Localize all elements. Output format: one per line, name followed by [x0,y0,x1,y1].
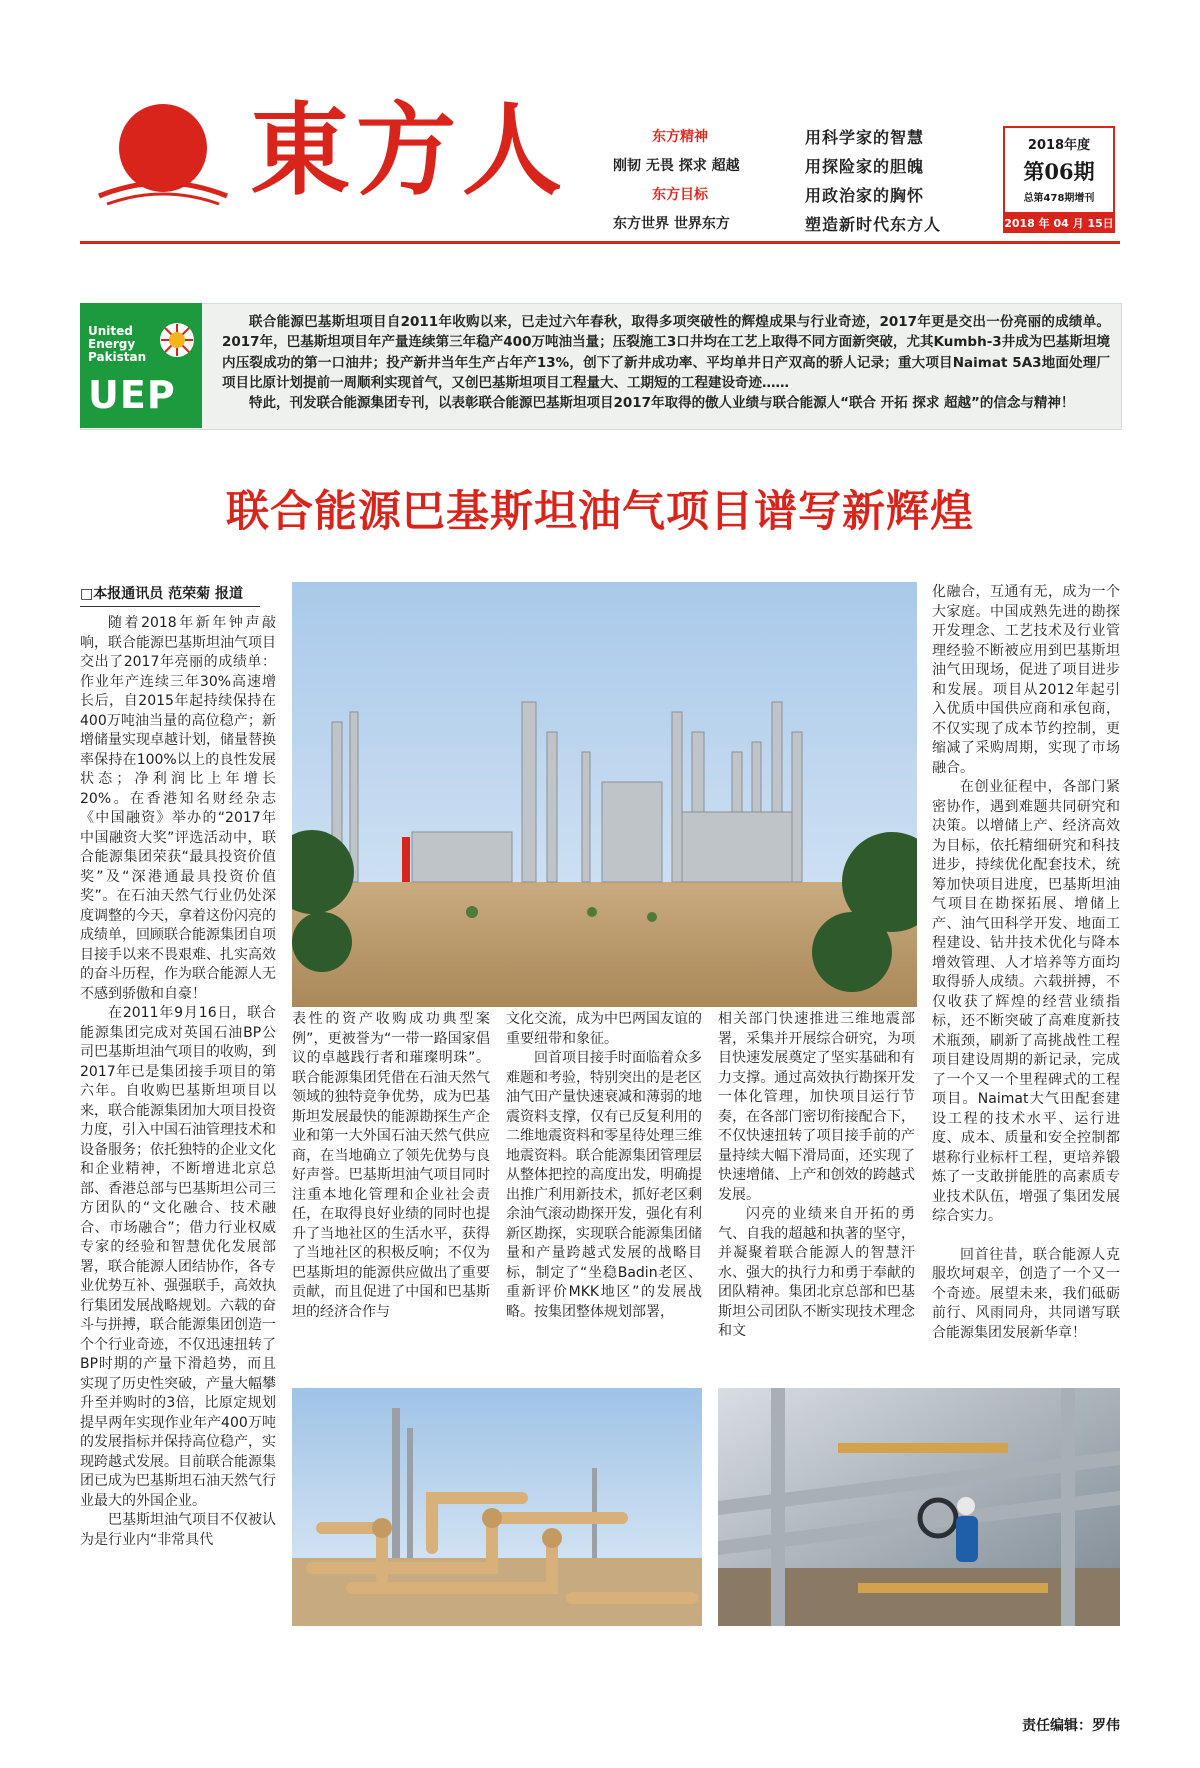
slogan-2: 用探险家的胆魄 [805,157,925,176]
slogan-1: 用科学家的智慧 [805,128,925,147]
uep-logo-words [88,325,146,364]
slogan-4: 塑造新时代东方人 [805,215,942,234]
col5-paragraph-2: 在创业征程中，各部门紧密协作，遇到难题共同研究和决策。以增储上产、经济高效为目标，依托精细研究和科技进步，持续优化配套技术，统筹加快项目进度，巴基斯坦油气项目在勘探拓展、增储上产、油气田科学开发、地面工程建设、钻井技术优化与降本增效管理、人才培养等方面均取得骄人成绩。六载拼搏，不仅收获了辉煌的经营业绩指标，还不断突破了高难度新技术瓶颈，刷新了高挑战性工程项目建设周期的新记录，完成了一个又一个里程碑式的工程项目。Naimat大气田配套建设工程的技术水平、运行进度、成本、质量和安全控制都堪称行业标杆工程，更培养锻炼了一支敢拼能胜的高素质专业技术队伍，增强了集团发展综合实力。 [932,779,1120,1224]
col5-paragraph-1: 化融合，互通有无，成为一个大家庭。中国成熟先进的勘探开发理念、工艺技术及行业管理经验不断被应用到巴基斯坦油气田现场，促进了项目进步和发展。项目从2012年起引入优质中国供应商和承包商，不仅实现了成本节约控制，更缩减了采购周期，实现了市场融合。 [932,584,1120,776]
col1-paragraph-1: 随着2018年新年钟声敲响，联合能源巴基斯坦油气项目交出了2017年亮丽的成绩单：作业年产连续三年30%高速增长后，自2015年起持续保持在400万吨油当量的高位稳产；新增储量实现卓越计划，储量替换率保持在100%以上的良性发展状态；净利润比上年增长20%。在香港知名财经杂志《中国融资》举办的“2017年中国融资大奖”评选活动中，联合能源集团荣获“最具投资价值奖”及“深港通最具投资价值奖”。在石油天然气行业仍处深度调整的今天，拿着这份闪亮的成绩单，回顾联合能源集团自项目接手以来不畏艰难、扎实高效的奋斗历程，作为联合能源人无不感到骄傲和自豪！ [80,615,276,1002]
intro-paragraph-1: 联合能源巴基斯坦项目自2011年收购以来，已走过六年春秋，取得多项突破性的辉煌成果与行业奇迹，2017年更是交出一份亮丽的成绩单。2017年，巴基斯坦项目年产量连续第三年稳产400万吨油当量；压裂施工3口井均在工艺上取得不同方面新突破，尤其Kumbh-3井成为巴基斯坦境内压裂成功的第一口油井；投产新井当年生产占年产13%，创下了新井成功率、平均单井日产双高的骄人记录；重大项目Naimat 5A3地面处理厂项目比原计划提前一周顺利实现首气，又创巴基斯坦项目工程量大、工期短的工程建设奇迹…… [222,314,1110,391]
article-headline: 联合能源巴基斯坦油气项目谱写新辉煌 [226,487,974,537]
col1-paragraph-3: 巴基斯坦油气项目不仅被认为是行业内“非常具代 [80,1512,276,1548]
uep-line3: Pakistan [88,350,147,364]
col1-paragraph-2: 在2011年9月16日，联合能源集团完成对英国石油BP公司巴基斯坦油气项目的收购，到2017年已是集团接手项目的第六年。自收购巴基斯坦项目以来，联合能源集团加大项目投资力度，引入中国石油管理技术和设备服务；依托独特的企业文化和企业精神，不断增进北京总部、香港总部与巴基斯坦公司三方团队的“文化融合、技术融合、市场融合”；借力行业权威专家的经验和智慧优化发展部署，联合能源人团结协作，各专业优势互补、强强联手，高效执行集团发展战略规划。六载的奋斗与拼搏，联合能源集团创造一个个行业奇迹，不仅迅速扭转了BP时期的产量下滑趋势，而且实现了历史性突破，产量大幅攀升至并购时的3倍，比原定规划提早两年实现作业年产400万吨的发展指标并保持高位稳产，实现跨越式发展。目前联合能源集团已成为巴基斯坦石油天然气行业最大的外国企业。 [80,1005,276,1509]
byline: □本报通讯员 范荣菊 报道 [80,583,260,607]
column-3 [506,1010,702,1322]
responsible-editor: 责任编辑：罗伟 [1022,1718,1120,1734]
red-sun-logo-icon [95,100,230,208]
issue-box [1003,126,1115,214]
issue-date: 2018 年 04 月 15日 [1003,214,1115,233]
issue-number: 第06期 [1023,159,1095,184]
uep-abbr: UEP [88,373,176,417]
pipeline-photo [292,1388,702,1626]
masthead-rule [80,241,1120,244]
col3-paragraph-2: 回首项目接手时面临着众多难题和考验，特别突出的是老区油气田产量快速衰减和薄弱的地震资料支撑，仅有已反复利用的二维地震资料和零星待处理三维地震资料。联合能源集团管理层从整体把控的高度出发，明确提出推广利用新技术，抓好老区剩余油气滚动勘探开发，强化有利新区勘探，实现联合能源集团储量和产量跨越式发展的战略目标，制定了“坐稳Badin老区、重新评价MKK地区”的发展战略。按集团整体规划部署， [506,1050,702,1320]
uep-line2: Energy [88,337,136,351]
uep-logo [80,303,202,428]
column-5 [932,583,1120,1343]
motto-spirit-words: 刚韧 无畏 探求 超越 [613,158,740,174]
intro-text [222,312,1110,413]
col4-paragraph-1: 相关部门快速推进三维地震部署，采集并开展综合研究，为项目快速发展奠定了坚实基础和有力支撑。通过高效执行勘探开发一体化管理，加快项目运行节奏，在各部门密切衔接配合下，不仅快速扭转了项目接手前的产量持续大幅下滑局面，还实现了快速增储、上产和创效的跨越式发展。 [718,1011,915,1203]
slogan-3: 用政治家的胸怀 [805,186,925,205]
sunburst-icon [158,321,196,359]
col2-paragraph-1: 表性的资产收购成功典型案例”，更被誉为“一带一路国家倡议的卓越践行者和璀璨明珠”。联合能源集团凭借在石油天然气领域的独特竞争优势，成为巴基斯坦发展最快的能源勘探生产企业和第一大外国石油天然气供应商，在当地确立了领先优势与良好声誉。巴基斯坦油气项目同时注重本地化管理和企业社会责任，在取得良好业绩的同时也提升了当地社区的生活水平，获得了当地社区的积极反响；不仅为巴基斯坦的能源供应做出了重要贡献，而且促进了中国和巴基斯坦的经济合作与 [292,1011,490,1320]
refinery-photo [292,582,917,1007]
issue-total: 总第478期增刊 [1023,193,1095,204]
worker-valve-photo [718,1388,1120,1626]
col3-paragraph-1: 文化交流，成为中巴两国友谊的重要纽带和象征。 [506,1011,702,1047]
motto-label-spirit: 东方精神 [652,129,708,145]
col4-paragraph-2: 闪亮的业绩来自开拓的勇气、自我的超越和执著的坚守，并凝聚着联合能源人的智慧汗水、强大的执行力和勇于奉献的团队精神。集团北京总部和巴基斯坦公司团队不断实现技术理念和文 [718,1206,915,1339]
motto-goal-words: 东方世界 世界东方 [613,216,730,232]
motto-label-goal: 东方目标 [652,187,708,203]
issue-year: 2018年度 [1027,138,1091,153]
masthead-title: 東方人 [250,91,568,209]
column-1 [80,614,276,1550]
intro-paragraph-2: 特此，刊发联合能源集团专刊，以表彰联合能源巴基斯坦项目2017年取得的傲人业绩与联合能源人“联合 开拓 探求 超越”的信念与精神！ [249,395,1075,412]
col5-paragraph-3: 回首往昔，联合能源人克服坎坷艰辛，创造了一个又一个奇迹。展望未来，我们砥砺前行、风雨同舟，共同谱写联合能源集团发展新华章！ [932,1246,1120,1341]
column-2 [292,1010,490,1322]
column-4 [718,1010,915,1342]
uep-line1: United [88,324,133,338]
